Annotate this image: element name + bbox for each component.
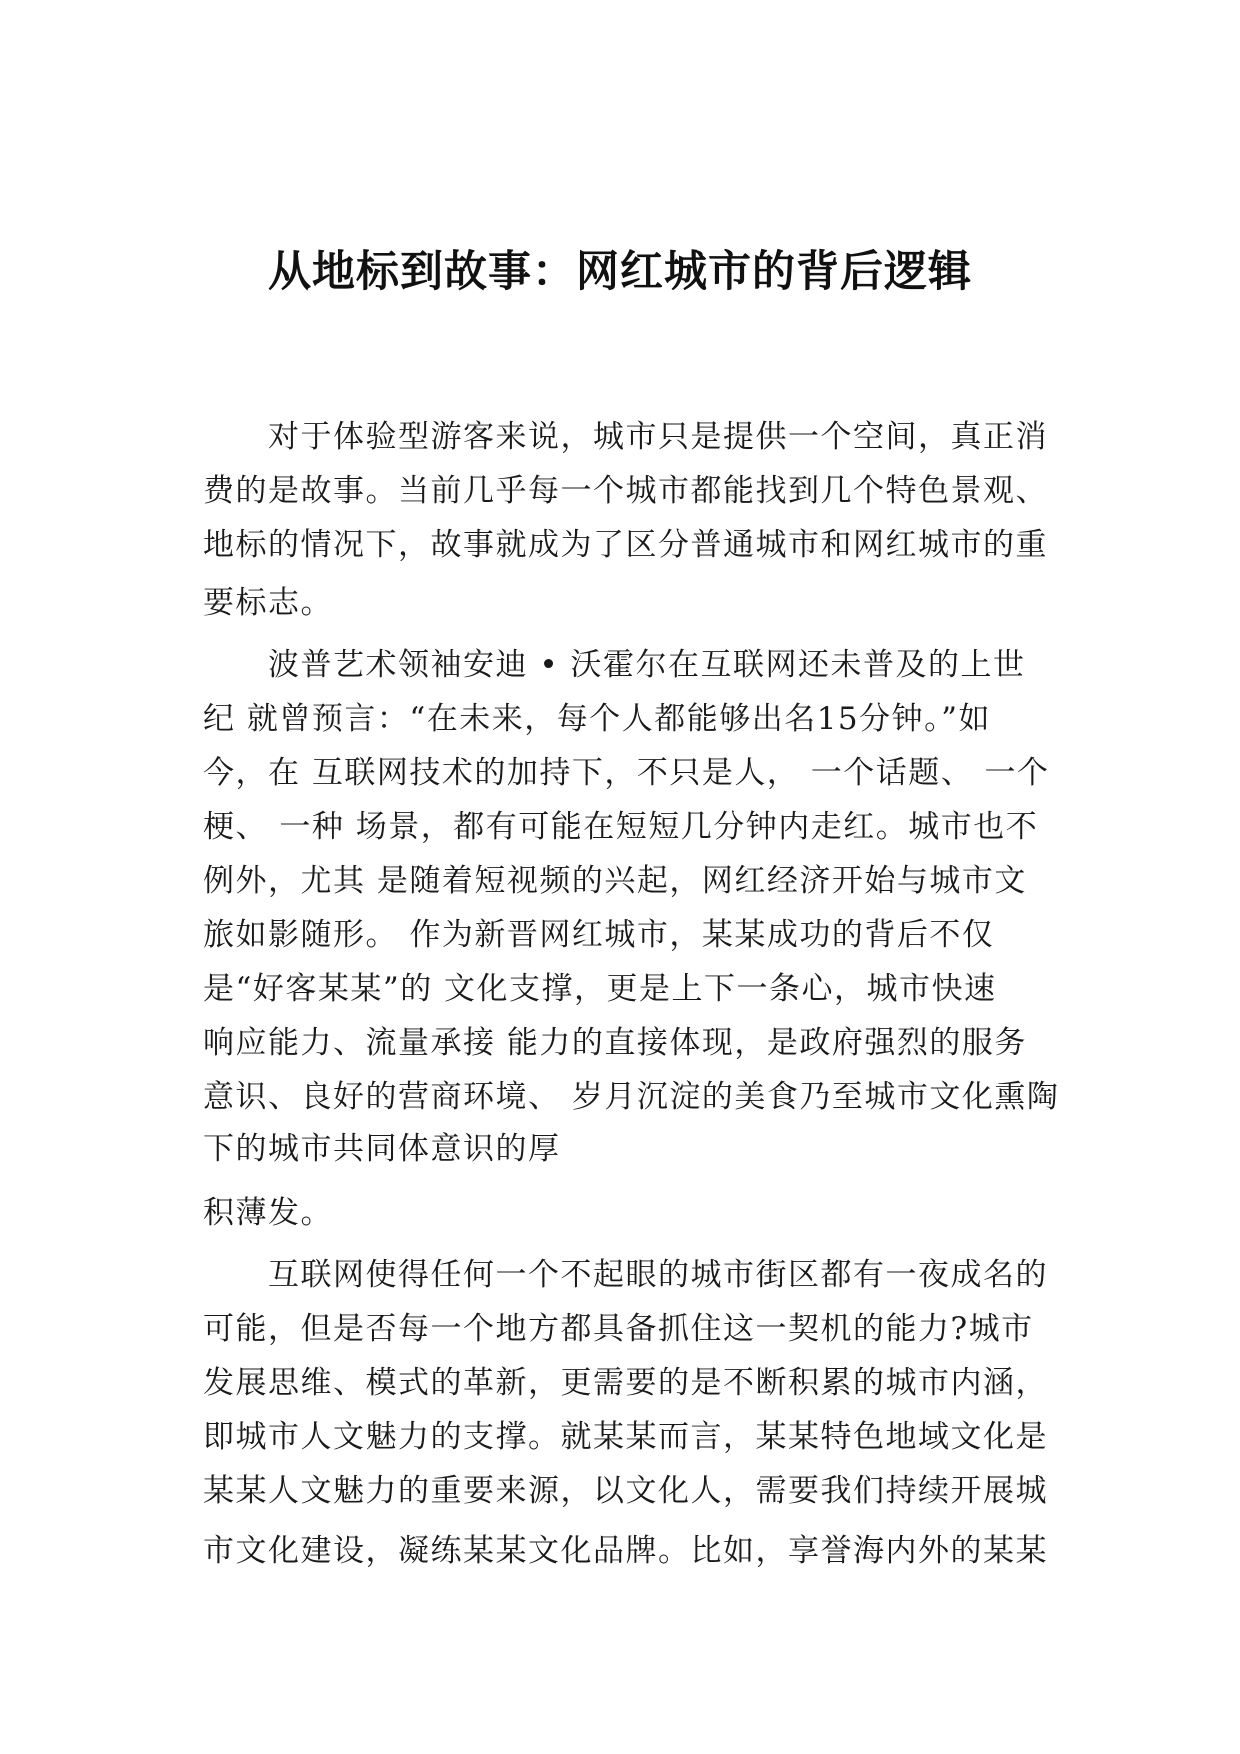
paragraph-3-line-2: 可能，但是否每一个地方都具备抓住这一契机的能力?城市 [203, 1311, 1034, 1347]
paragraph-2-line-11: 积薄发。 [203, 1195, 333, 1231]
paragraph-2-line-10: 下的城市共同体意识的厚 [203, 1131, 561, 1167]
paragraph-3-line-6: 市文化建设，凝练某某文化品牌。比如，享誉海内外的某某 [203, 1533, 1048, 1569]
paragraph-3-line-1: 互联网使得任何一个不起眼的城市街区都有一夜成名的 [268, 1257, 1048, 1293]
paragraph-3-line-4: 即城市人文魅力的支撑。就某某而言，某某特色地域文化是 [203, 1419, 1048, 1455]
paragraph-2-line-4: 梗、 一种 场景，都有可能在短短几分钟内走红。城市也不 [203, 809, 1039, 845]
paragraph-2-line-7: 是“好客某某”的 文化支撑，更是上下一条心，城市快速 [203, 971, 997, 1007]
paragraph-1-line-2: 费的是故事。当前几乎每一个城市都能找到几个特色景观、 [203, 473, 1048, 509]
paragraph-2-line-2: 纪 就曾预言：“在未来，每个人都能够出名15分钟。”如 [203, 701, 991, 737]
paragraph-2-line-1: 波普艺术领袖安迪 • 沃霍尔在互联网还未普及的上世 [268, 647, 1026, 683]
paragraph-2-line-9: 意识、良好的营商环境、 岁月沉淀的美食乃至城市文化熏陶 [203, 1079, 1060, 1115]
paragraph-1-line-4: 要标志。 [203, 585, 333, 621]
paragraph-2-line-8: 响应能力、流量承接 能力的直接体现，是政府强烈的服务 [203, 1025, 1027, 1061]
paragraph-2-line-6: 旅如影随形。 作为新晋网红城市，某某成功的背后不仅 [203, 917, 995, 953]
paragraph-2-line-5: 例外，尤其 是随着短视频的兴起，网红经济开始与城市文 [203, 863, 1027, 899]
document-title: 从地标到故事：网红城市的背后逻辑 [268, 247, 972, 297]
paragraph-3-line-5: 某某人文魅力的重要来源，以文化人，需要我们持续开展城 [203, 1473, 1048, 1509]
paragraph-1-line-1: 对于体验型游客来说，城市只是提供一个空间，真正消 [268, 419, 1048, 455]
paragraph-3-line-3: 发展思维、模式的革新，更需要的是不断积累的城市内涵， [203, 1365, 1048, 1401]
paragraph-2-line-3: 今，在 互联网技术的加持下，不只是人， 一个话题、 一个 [203, 755, 1050, 791]
paragraph-1-line-3: 地标的情况下，故事就成为了区分普通城市和网红城市的重 [203, 527, 1048, 563]
